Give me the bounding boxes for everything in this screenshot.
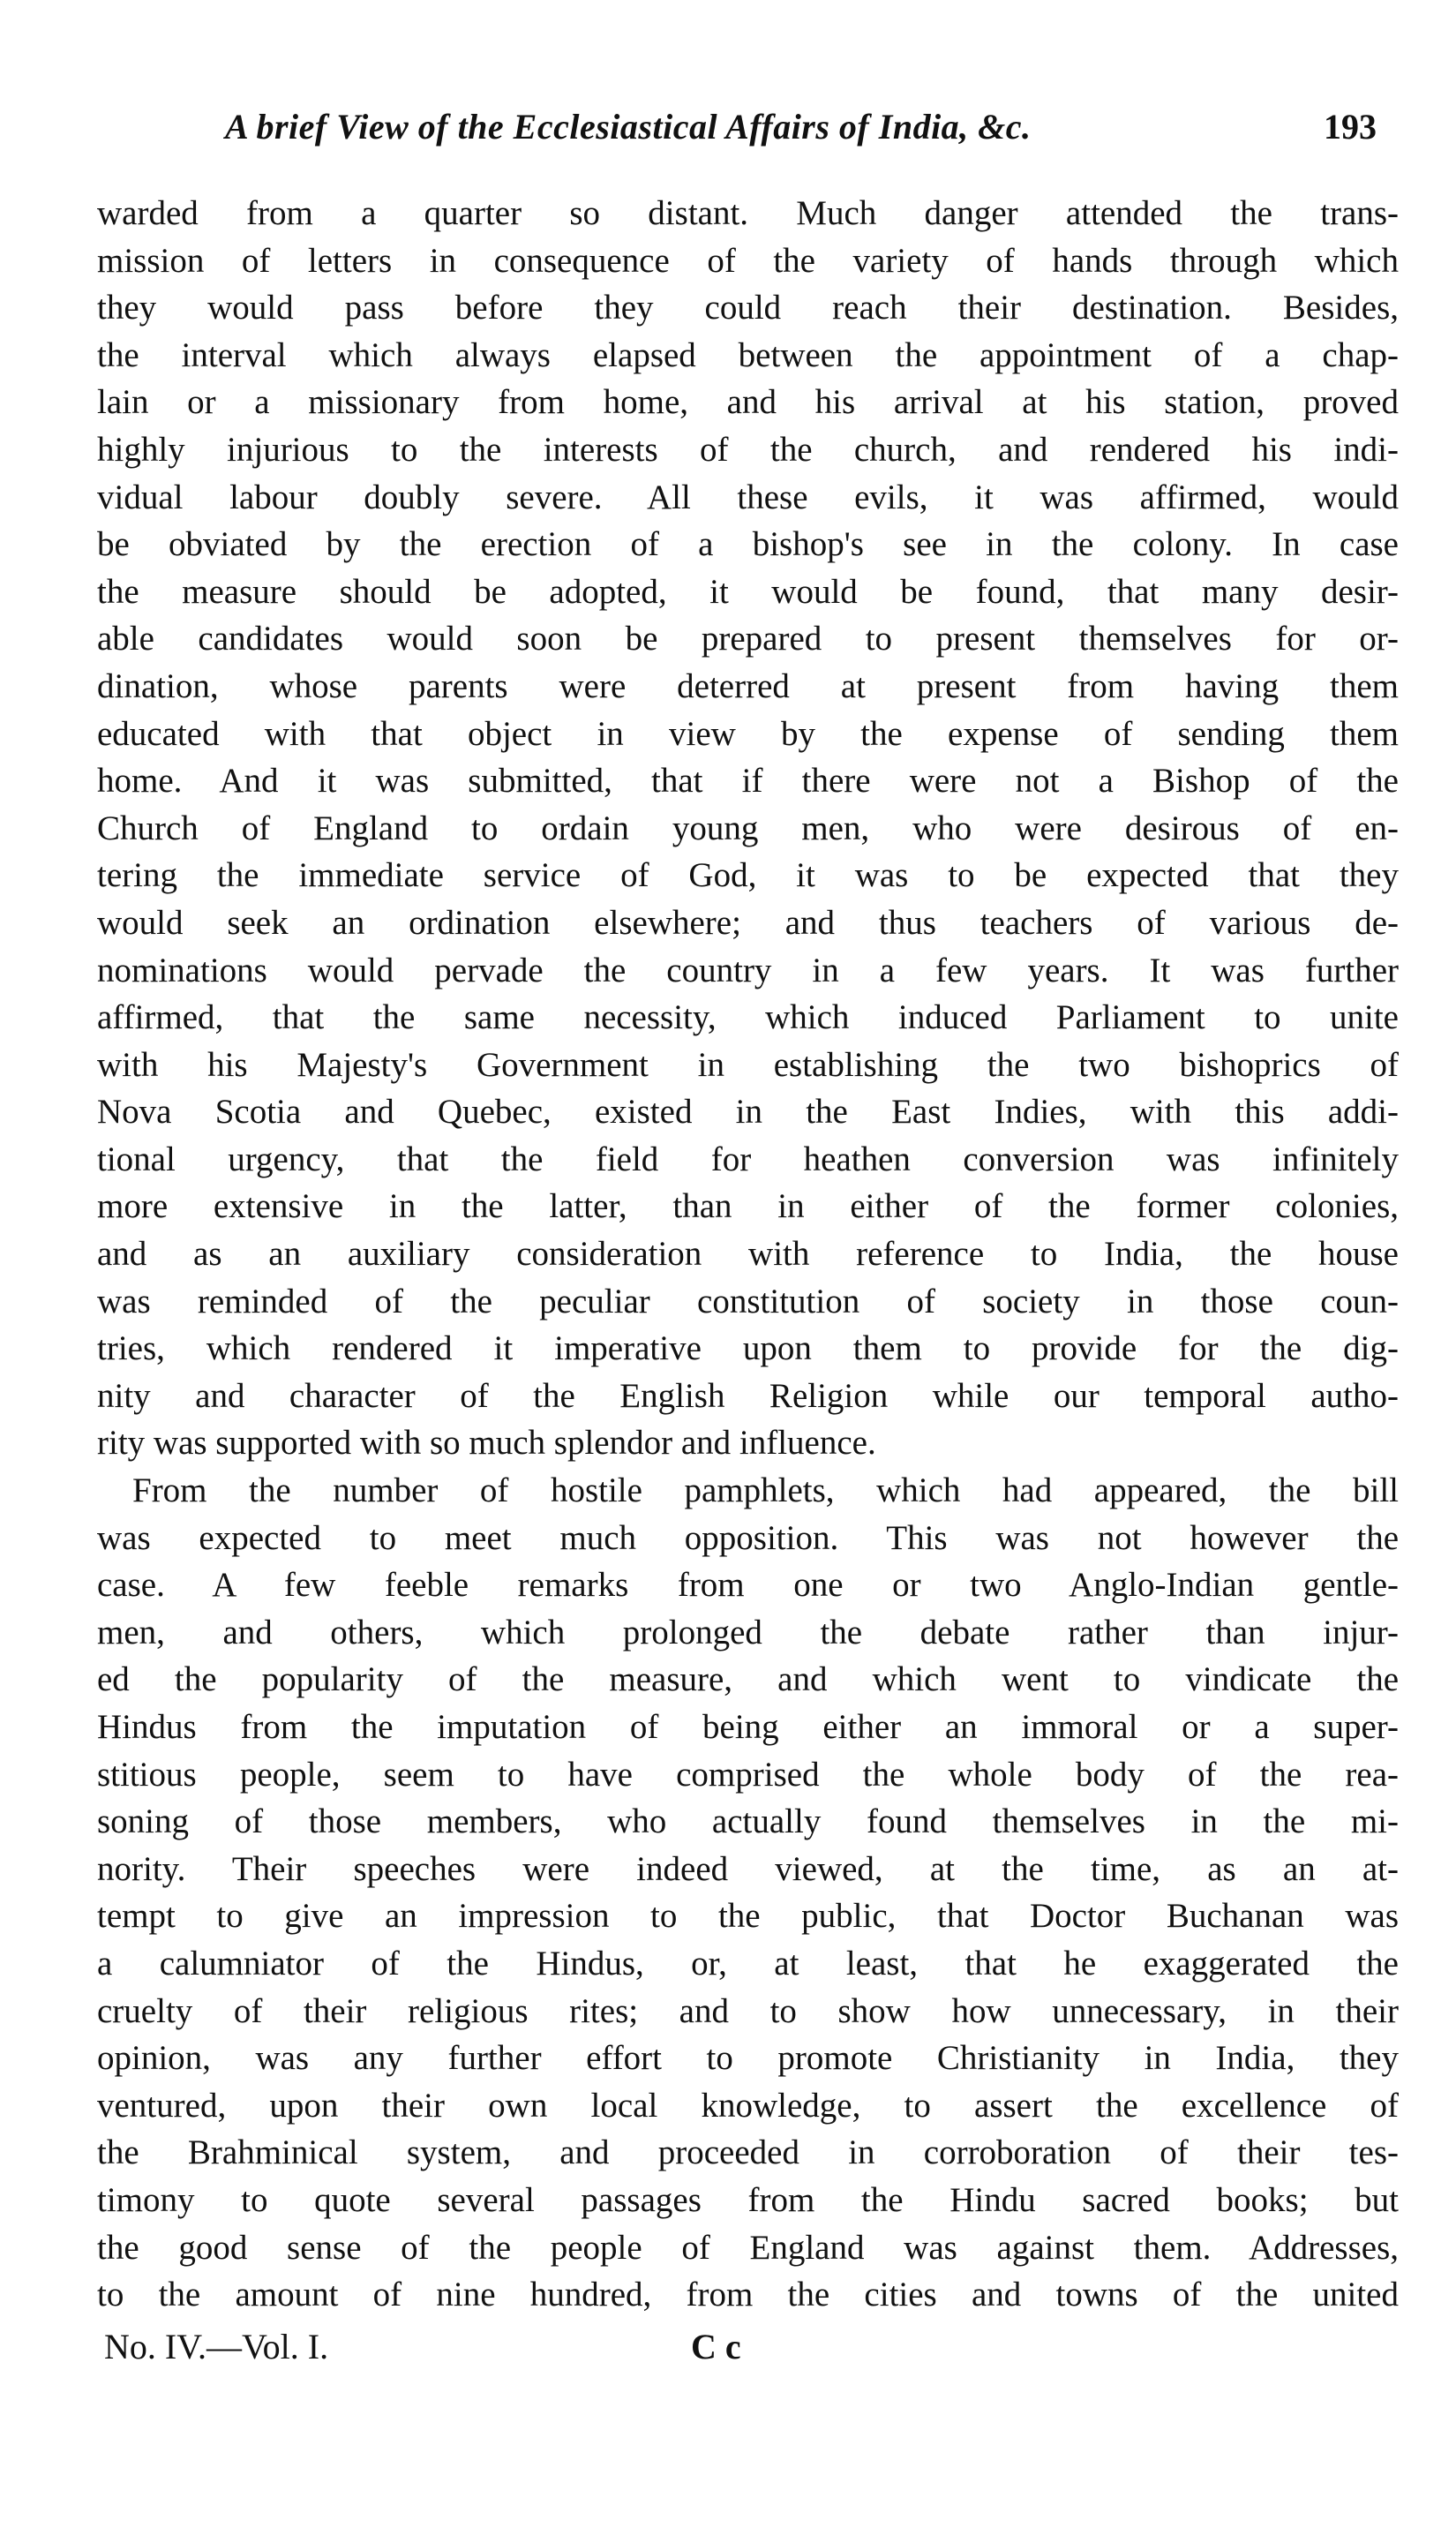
text-line: was expected to meet much opposition. This was not however the [97,1518,1399,1557]
text-line: nity and character of the English Religion while our temporal autho- [97,1376,1399,1415]
text-line: nority. Their speeches were indeed viewed, at the time, as an at- [97,1849,1399,1888]
text-line: able candidates would soon be prepared to present themselves for or- [97,620,1399,658]
text-line: lain or a missionary from home, and his arrival at his station, proved [97,383,1399,422]
text-line: vidual labour doubly severe. All these evils, it was affirmed, would [97,478,1399,516]
text-line: the good sense of the people of England was against them. Addresses, [97,2228,1399,2267]
text-line: be obviated by the erection of a bishop's see in the colony. In case [97,525,1399,564]
paragraph [97,1467,1399,2319]
text-line: From the number of hostile pamphlets, which had appeared, the bill [132,1471,1399,1510]
text-line: tering the immediate service of God, it was to be expected that they [97,856,1399,895]
text-line: tional urgency, that the field for heathen conversion was infinitely [97,1140,1399,1178]
text-line: opinion, was any further effort to promote Christianity in India, they [97,2039,1399,2078]
text-line: timony to quote several passages from the Hindu sacred books; but [97,2180,1399,2219]
text-line: rity was supported with so much splendor and influence. [97,1424,876,1463]
text-line: nominations would pervade the country in a few years. It was further [97,951,1399,989]
text-line: stitious people, seem to have comprised the whole body of the rea- [97,1755,1399,1794]
text-line: soning of those members, who actually found themselves in the mi- [97,1802,1399,1841]
text-line: and as an auxiliary consideration with reference to India, the house [97,1235,1399,1274]
text-line: ventured, upon their own local knowledge, to assert the excellence of [97,2086,1399,2125]
text-line: the Brahminical system, and proceeded in corroboration of their tes- [97,2133,1399,2172]
page-number: 193 [1324,107,1377,147]
page-header [225,97,1377,159]
text-line: with his Majesty's Government in establishing the two bishoprics of [97,1045,1399,1084]
volume-signature: No. IV.—Vol. I. [104,2327,329,2366]
text-line: Nova Scotia and Quebec, existed in the East Indies, with this addi- [97,1093,1399,1132]
text-line: affirmed, that the same necessity, which induced Parliament to unite [97,998,1399,1037]
text-line: they would pass before they could reach their destination. Besides, [97,289,1399,327]
text-line: cruelty of their religious rites; and to show how unnecessary, in their [97,1991,1399,2030]
text-line: tempt to give an impression to the public, that Doctor Buchanan was [97,1897,1399,1936]
text-line: Church of England to ordain young men, who were desirous of en- [97,809,1399,847]
text-line: tries, which rendered it imperative upon them to provide for the dig- [97,1329,1399,1368]
text-line: educated with that object in view by the expense of sending them [97,714,1399,753]
paragraph [97,190,1399,1467]
text-line: case. A few feeble remarks from one or two Anglo-Indian gentle- [97,1566,1399,1605]
running-title: A brief View of the Ecclesiastical Affairs of India, &c. [225,107,1032,147]
text-line: dination, whose parents were deterred at present from having them [97,666,1399,705]
text-line: the measure should be adopted, it would be found, that many desir- [97,572,1399,611]
text-line: men, and others, which prolonged the debate rather than injur- [97,1613,1399,1651]
text-line: Hindus from the imputation of being either an immoral or a super- [97,1708,1399,1746]
text-line: to the amount of nine hundred, from the cities and towns of the united [97,2276,1399,2314]
text-line: more extensive in the latter, than in either of the former colonies, [97,1187,1399,1226]
text-line: was reminded of the peculiar constitution of society in those coun- [97,1282,1399,1320]
text-line: warded from a quarter so distant. Much danger attended the trans- [97,194,1399,232]
text-line: mission of letters in consequence of the variety of hands through which [97,241,1399,280]
text-line: highly injurious to the interests of the church, and rendered his indi- [97,430,1399,469]
text-line: ed the popularity of the measure, and which went to vindicate the [97,1660,1399,1699]
text-line: would seek an ordination elsewhere; and thus teachers of various de- [97,903,1399,942]
text-line: the interval which always elapsed between the appointment of a chap- [97,335,1399,374]
sheet-signature: C c [691,2327,741,2366]
body-text [97,190,1399,2319]
text-line: home. And it was submitted, that if there were not a Bishop of the [97,762,1399,801]
page-footer [104,2326,898,2379]
text-line: a calumniator of the Hindus, or, at least, that he exaggerated the [97,1944,1399,1983]
